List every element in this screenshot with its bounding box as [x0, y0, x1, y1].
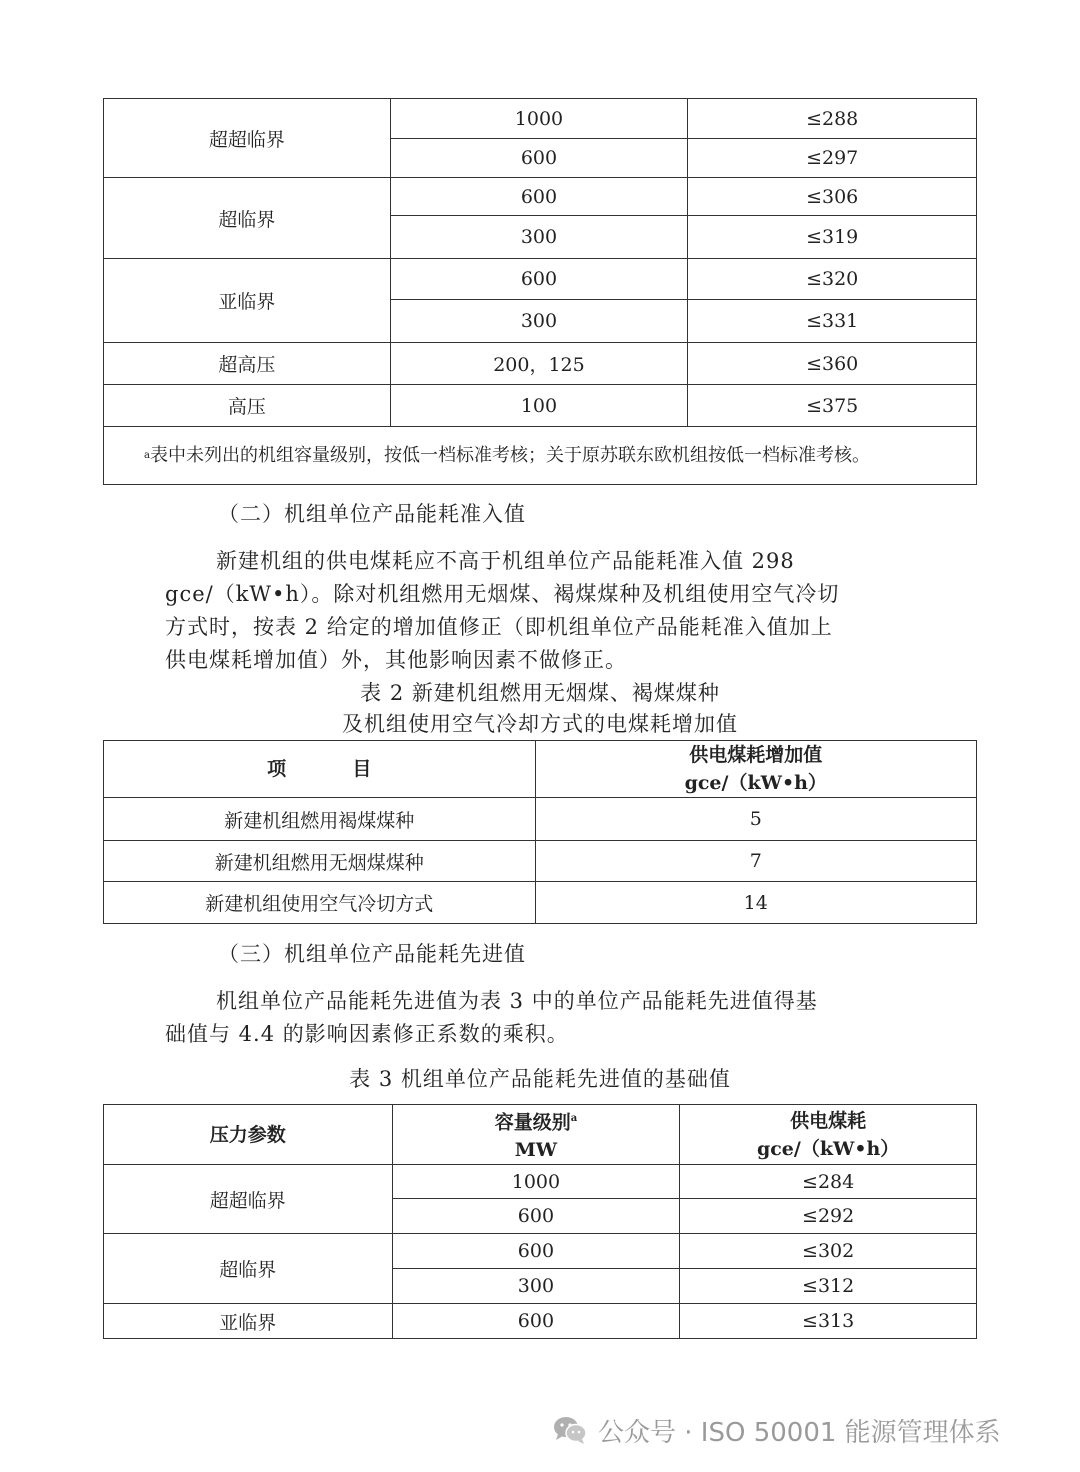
capacity-cell: 300 [392, 1269, 680, 1304]
table-row [104, 1165, 977, 1199]
coal-cell: ≤331 [688, 300, 977, 343]
capacity-cell: 600 [392, 1199, 680, 1234]
pressure-cell: 超超临界 [104, 1165, 393, 1234]
table-2-body [104, 741, 977, 924]
paragraph-line: gce/（kW•h）。除对机组燃用无烟煤、褐煤煤种及机组使用空气冷切 [165, 582, 840, 606]
value-cell: 14 [535, 882, 977, 924]
pressure-cell: 亚临界 [104, 1304, 393, 1339]
capacity-cell: 600 [390, 259, 688, 300]
coal-cell: ≤313 [680, 1304, 977, 1339]
table-header-row [104, 741, 977, 798]
table-2-title-line-2: 及机组使用空气冷却方式的电煤耗增加值 [342, 712, 738, 736]
capacity-cell: 600 [390, 178, 688, 216]
item-cell: 新建机组燃用褐煤煤种 [104, 798, 536, 841]
header-capacity-label [393, 1105, 680, 1136]
paragraph-line: 新建机组的供电煤耗应不高于机组单位产品能耗准入值 298 [216, 549, 795, 573]
header-pressure: 压力参数 [104, 1105, 393, 1165]
capacity-cell: 200，125 [390, 343, 688, 385]
table-row [104, 385, 977, 427]
wechat-icon [552, 1414, 588, 1446]
table-2 [103, 740, 977, 924]
coal-cell: ≤288 [688, 99, 977, 139]
header-capacity-unit: MW [514, 1139, 558, 1162]
coal-cell: ≤360 [688, 343, 977, 385]
coal-cell: ≤312 [680, 1269, 977, 1304]
paragraph-line: 机组单位产品能耗先进值为表 3 中的单位产品能耗先进值得基 [216, 989, 818, 1013]
header-capacity [392, 1105, 680, 1165]
pressure-cell: 超超临界 [104, 99, 391, 178]
coal-cell: ≤375 [688, 385, 977, 427]
table-note [104, 427, 977, 485]
footnote-mark: a [570, 1113, 578, 1124]
table-row [104, 882, 977, 924]
value-cell: 5 [535, 798, 977, 841]
capacity-cell: 1000 [390, 99, 688, 139]
value-cell: 7 [535, 841, 977, 882]
capacity-cell: 600 [392, 1234, 680, 1269]
table-row [104, 99, 977, 139]
table-3-body [104, 1105, 977, 1339]
item-cell: 新建机组燃用无烟煤煤种 [104, 841, 536, 882]
item-cell: 新建机组使用空气冷切方式 [104, 882, 536, 924]
table-3 [103, 1104, 977, 1339]
note-text: 表中未列出的机组容量级别，按低一档标准考核；关于原苏联东欧机组按低一档标准考核。 [149, 445, 870, 466]
header-coal-unit: gce/（kW•h） [756, 1137, 900, 1160]
pressure-cell: 超临界 [104, 178, 391, 259]
section-3-heading: （三）机组单位产品能耗先进值 [218, 942, 526, 966]
header-coal-label: 供电煤耗 [790, 1109, 867, 1132]
table-row [104, 259, 977, 300]
coal-cell: ≤292 [680, 1199, 977, 1234]
header-capacity-text: 容量级别 [494, 1111, 571, 1134]
table-3-title: 表 3 机组单位产品能耗先进值的基础值 [349, 1067, 731, 1091]
table-row [104, 178, 977, 216]
capacity-cell: 600 [392, 1304, 680, 1339]
capacity-cell: 600 [390, 139, 688, 178]
table-1-body [104, 99, 977, 485]
capacity-cell: 1000 [392, 1165, 680, 1199]
coal-cell: ≤320 [688, 259, 977, 300]
table-note-row [104, 427, 977, 485]
header-value-unit: gce/（kW•h） [684, 772, 827, 794]
capacity-cell: 100 [390, 385, 688, 427]
table-row [104, 1234, 977, 1269]
table-2-title: 表 2 新建机组燃用无烟煤、褐煤煤种 [360, 681, 720, 705]
coal-cell: ≤302 [680, 1234, 977, 1269]
section-2-heading: （二）机组单位产品能耗准入值 [218, 502, 526, 526]
watermark-text: 公众号 · ISO 50001 能源管理体系 [598, 1417, 1001, 1448]
table-1 [103, 98, 977, 485]
coal-cell: ≤297 [688, 139, 977, 178]
footnote-mark: a [144, 450, 150, 461]
coal-cell: ≤306 [688, 178, 977, 216]
table-row [104, 798, 977, 841]
pressure-cell: 超临界 [104, 1234, 393, 1304]
pressure-cell: 亚临界 [104, 259, 391, 343]
pressure-cell: 超高压 [104, 343, 391, 385]
pressure-cell: 高压 [104, 385, 391, 427]
header-value-label: 供电煤耗增加值 [689, 744, 823, 766]
paragraph-line: 供电煤耗增加值）外，其他影响因素不做修正。 [165, 648, 627, 672]
paragraph-line: 方式时，按表 2 给定的增加值修正（即机组单位产品能耗准入值加上 [165, 615, 833, 639]
table-row [104, 1304, 977, 1339]
coal-cell: ≤319 [688, 216, 977, 259]
capacity-cell: 300 [390, 216, 688, 259]
header-coal [680, 1105, 977, 1165]
header-item: 项 目 [104, 741, 536, 798]
watermark [552, 1410, 1052, 1450]
table-header-row [104, 1105, 977, 1165]
paragraph-line: 础值与 4.4 的影响因素修正系数的乘积。 [165, 1022, 569, 1046]
table-row [104, 343, 977, 385]
table-row [104, 841, 977, 882]
coal-cell: ≤284 [680, 1165, 977, 1199]
header-value [535, 741, 977, 798]
capacity-cell: 300 [390, 300, 688, 343]
